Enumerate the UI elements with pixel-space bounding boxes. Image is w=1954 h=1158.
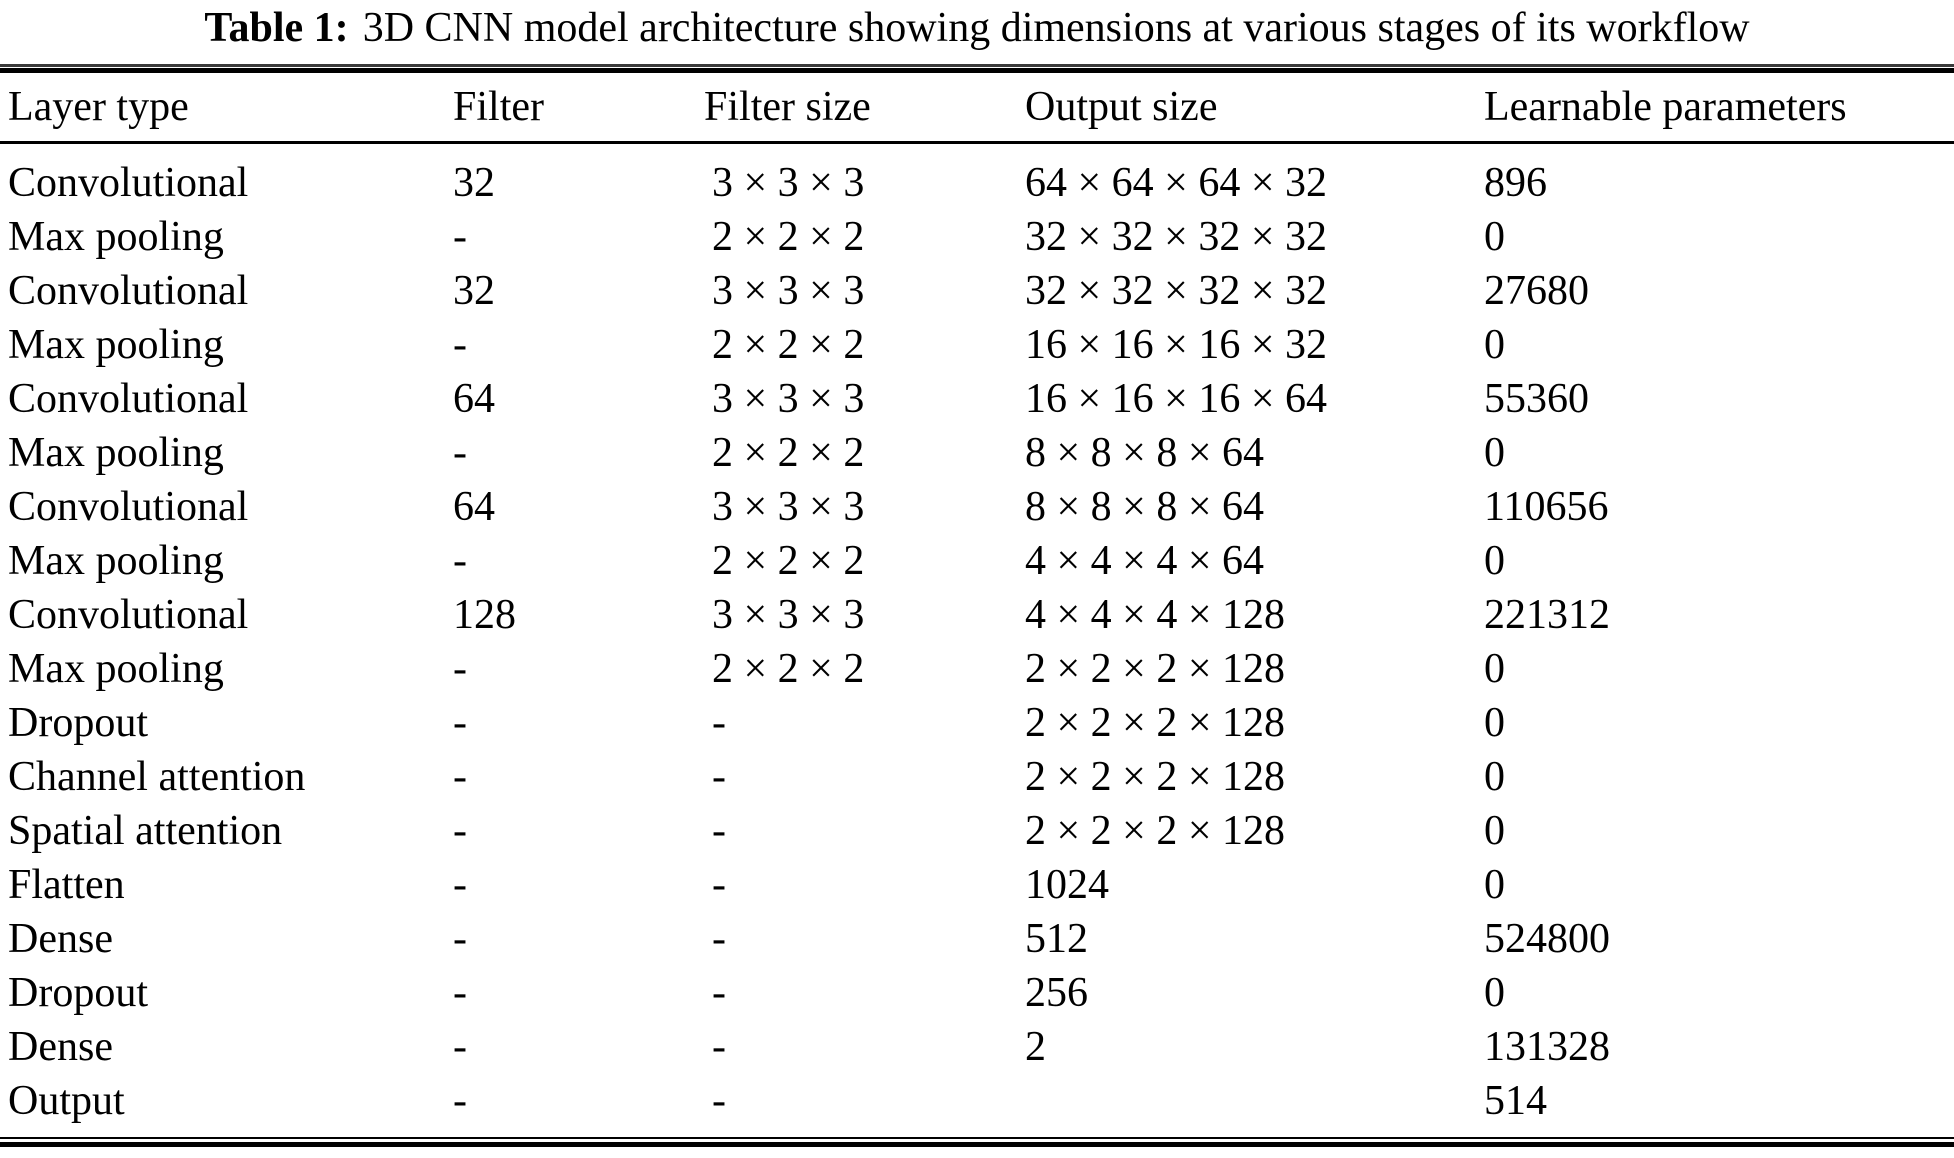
table-row bbox=[0, 264, 1954, 318]
column-header-filter: Filter bbox=[453, 73, 704, 143]
table-row bbox=[0, 912, 1954, 966]
table-cell: 3 × 3 × 3 bbox=[712, 268, 865, 314]
table-header-row bbox=[0, 73, 1954, 143]
table-row bbox=[0, 480, 1954, 534]
table-cell: 32 bbox=[453, 268, 495, 314]
column-header-layer-type: Layer type bbox=[0, 73, 453, 143]
table-cell: 0 bbox=[1484, 322, 1505, 368]
table-cell: Output bbox=[8, 1078, 125, 1124]
table-row bbox=[0, 143, 1954, 211]
table-row bbox=[0, 804, 1954, 858]
table-cell: 16 × 16 × 16 × 32 bbox=[1025, 322, 1328, 368]
table-cell: - bbox=[712, 916, 726, 962]
table-cell: 32 × 32 × 32 × 32 bbox=[1025, 268, 1328, 314]
table-cell: 2 × 2 × 2 × 128 bbox=[1025, 646, 1286, 692]
table-cell: 0 bbox=[1484, 754, 1505, 800]
table-cell: 0 bbox=[1484, 808, 1505, 854]
table-cell: - bbox=[453, 646, 467, 692]
column-header-output-size: Output size bbox=[1025, 73, 1484, 143]
table-cell: 3 × 3 × 3 bbox=[712, 592, 865, 638]
table-cell: 0 bbox=[1484, 700, 1505, 746]
table-cell: 0 bbox=[1484, 430, 1505, 476]
table-cell: - bbox=[453, 1024, 467, 1070]
column-header-learnable-parameters: Learnable parameters bbox=[1484, 73, 1954, 143]
table-cell: Max pooling bbox=[8, 214, 224, 260]
table-cell: 8 × 8 × 8 × 64 bbox=[1025, 430, 1265, 476]
table-cell: 32 bbox=[453, 160, 495, 206]
table-cell: - bbox=[712, 808, 726, 854]
table-cell: 2 × 2 × 2 × 128 bbox=[1025, 754, 1286, 800]
table-cell: Dropout bbox=[8, 970, 148, 1016]
table-cell: 896 bbox=[1484, 160, 1547, 206]
table-row bbox=[0, 210, 1954, 264]
table-cell: 0 bbox=[1484, 970, 1505, 1016]
table-cell: - bbox=[453, 1078, 467, 1124]
table-cell: 128 bbox=[453, 592, 516, 638]
table-cell: - bbox=[453, 916, 467, 962]
table-row bbox=[0, 966, 1954, 1020]
table-cell: - bbox=[453, 430, 467, 476]
table-row bbox=[0, 534, 1954, 588]
table-cell: - bbox=[453, 754, 467, 800]
table-cell: 256 bbox=[1025, 970, 1088, 1016]
table-cell: 27680 bbox=[1484, 268, 1589, 314]
table-caption bbox=[0, 0, 1954, 54]
table-cell: 1024 bbox=[1025, 862, 1109, 908]
table-cell: - bbox=[712, 970, 726, 1016]
table-cell: - bbox=[453, 808, 467, 854]
table-cell: 0 bbox=[1484, 538, 1505, 584]
table-cell: 0 bbox=[1484, 214, 1505, 260]
table-cell: - bbox=[453, 214, 467, 260]
table-cell: 4 × 4 × 4 × 64 bbox=[1025, 538, 1265, 584]
table-cell: 131328 bbox=[1484, 1024, 1610, 1070]
table-cell: 2 × 2 × 2 bbox=[712, 214, 865, 260]
architecture-table bbox=[0, 73, 1954, 1128]
table-row bbox=[0, 642, 1954, 696]
table-row bbox=[0, 696, 1954, 750]
table-cell: 2 × 2 × 2 bbox=[712, 538, 865, 584]
table-caption-text: 3D CNN model architecture showing dimensions at various stages of its workflow bbox=[362, 5, 1750, 51]
table-row bbox=[0, 588, 1954, 642]
table-cell: Convolutional bbox=[8, 592, 249, 638]
table-row bbox=[0, 426, 1954, 480]
table-cell: 110656 bbox=[1484, 484, 1609, 530]
table-cell: Convolutional bbox=[8, 160, 249, 206]
table-cell bbox=[1025, 1074, 1484, 1128]
table-cell: 2 × 2 × 2 × 128 bbox=[1025, 808, 1286, 854]
table-cell: 64 bbox=[453, 376, 495, 422]
table-cell: - bbox=[453, 322, 467, 368]
table-body bbox=[0, 143, 1954, 1129]
table-cell: 3 × 3 × 3 bbox=[712, 484, 865, 530]
table-cell: Dropout bbox=[8, 700, 148, 746]
table-cell: 514 bbox=[1484, 1078, 1547, 1124]
table-cell: - bbox=[712, 1024, 726, 1070]
table-cell: Max pooling bbox=[8, 646, 224, 692]
table-cell: Dense bbox=[8, 1024, 113, 1070]
table-cell: Max pooling bbox=[8, 322, 224, 368]
table-cell: 55360 bbox=[1484, 376, 1589, 422]
table-cell: Flatten bbox=[8, 862, 125, 908]
table-cell: 32 × 32 × 32 × 32 bbox=[1025, 214, 1328, 260]
table-cell: Convolutional bbox=[8, 376, 249, 422]
table-cell: Max pooling bbox=[8, 538, 224, 584]
table-cell: Convolutional bbox=[8, 268, 249, 314]
table-cell: Max pooling bbox=[8, 430, 224, 476]
table-row bbox=[0, 858, 1954, 912]
table-cell: 64 × 64 × 64 × 32 bbox=[1025, 160, 1328, 206]
table-bottom-rule bbox=[0, 1137, 1954, 1147]
table-cell: - bbox=[712, 700, 726, 746]
table-cell: 0 bbox=[1484, 646, 1505, 692]
table-cell: 8 × 8 × 8 × 64 bbox=[1025, 484, 1265, 530]
table-cell: Spatial attention bbox=[8, 808, 283, 854]
table-row bbox=[0, 318, 1954, 372]
table-row bbox=[0, 1074, 1954, 1128]
table-cell: 16 × 16 × 16 × 64 bbox=[1025, 376, 1328, 422]
table-cell: Channel attention bbox=[8, 754, 306, 800]
table-caption-label: Table 1: bbox=[204, 5, 349, 51]
table-top-rule bbox=[0, 64, 1954, 73]
table-cell: 3 × 3 × 3 bbox=[712, 376, 865, 422]
table-cell: 524800 bbox=[1484, 916, 1610, 962]
table-cell: 64 bbox=[453, 484, 495, 530]
column-header-filter-size: Filter size bbox=[704, 73, 1025, 143]
table-cell: - bbox=[712, 754, 726, 800]
table-cell: 2 × 2 × 2 bbox=[712, 646, 865, 692]
table-cell: 512 bbox=[1025, 916, 1088, 962]
table-cell: - bbox=[453, 862, 467, 908]
table-cell: - bbox=[712, 862, 726, 908]
table-cell: - bbox=[453, 538, 467, 584]
table-row bbox=[0, 372, 1954, 426]
table-cell: 3 × 3 × 3 bbox=[712, 160, 865, 206]
table-cell: 2 × 2 × 2 bbox=[712, 322, 865, 368]
table-cell: 4 × 4 × 4 × 128 bbox=[1025, 592, 1286, 638]
table-cell: Convolutional bbox=[8, 484, 249, 530]
table-cell: 0 bbox=[1484, 862, 1505, 908]
table-cell: - bbox=[712, 1078, 726, 1124]
table-cell: 2 × 2 × 2 bbox=[712, 430, 865, 476]
table-row bbox=[0, 1020, 1954, 1074]
table-row bbox=[0, 750, 1954, 804]
table-cell: 2 × 2 × 2 × 128 bbox=[1025, 700, 1286, 746]
table-cell: Dense bbox=[8, 916, 113, 962]
table-cell: 221312 bbox=[1484, 592, 1610, 638]
table-cell: 2 bbox=[1025, 1024, 1046, 1070]
table-cell: - bbox=[453, 970, 467, 1016]
table-cell: - bbox=[453, 700, 467, 746]
